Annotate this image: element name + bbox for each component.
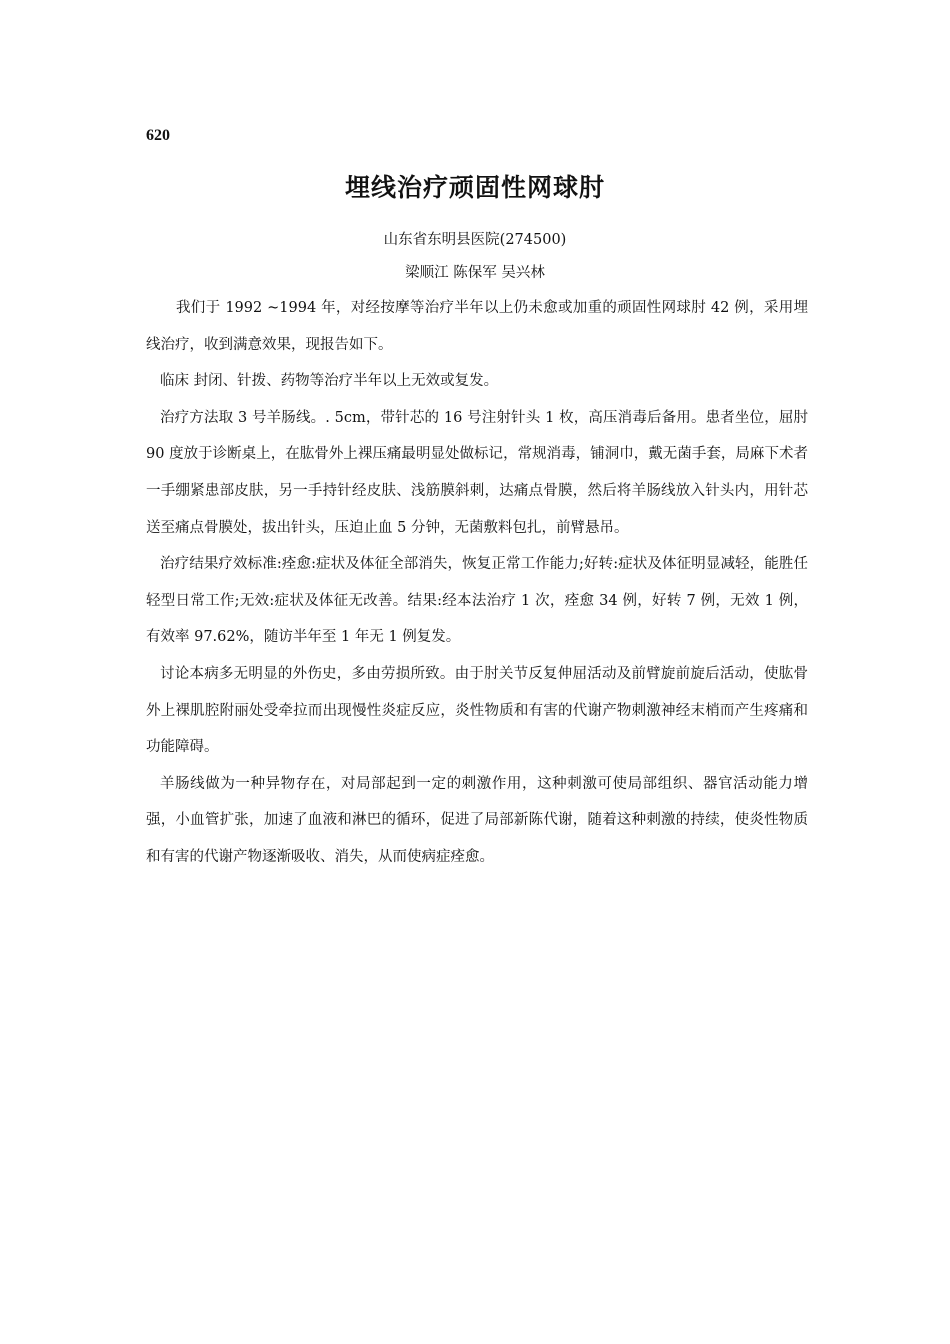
page-number: 620 (146, 127, 170, 144)
paragraph-introduction: 我们于 1992 ~1994 年，对经按摩等治疗半年以上仍未愈或加重的顽固性网球肘 42 例，采用埋线治疗，收到满意效果，现报告如下。 (146, 300, 808, 353)
article-title: 埋线治疗顽固性网球肘 (344, 173, 605, 202)
paragraph-treatment-method: 治疗方法取 3 号羊肠线。. 5cm，带针芯的 16 号注射针头 1 枚，高压消毒后备用。患者坐位，屈肘 90 度放于诊断桌上，在肱骨外上裸压痛最明显处做标记，常规消毒，铺洞巾，戴无菌手套，局麻下术者一手绷紧患部皮肤，另一手持针经皮肤、浅筋膜斜刺，达痛点骨膜，然后将羊肠线放入针头内，用针芯送至痛点骨膜处，拔出针头，压迫止血 5 分钟，无菌敷料包扎，前臂悬吊。 (146, 409, 808, 536)
article-body (146, 290, 808, 876)
author-names: 梁顺江 陈保军 吴兴林 (405, 265, 545, 281)
paragraph-discussion: 讨论本病多无明显的外伤史，多由劳损所致。由于肘关节反复伸屈活动及前臂旋前旋后活动，使肱骨外上裸肌腔附丽处受牵拉而出现慢性炎症反应，炎性物质和有害的代谢产物刺激神经末梢而产生疼痛和功能障碍。 (146, 665, 808, 756)
paragraph-clinical: 临床 封闭、针拨、药物等治疗半年以上无效或复发。 (160, 373, 499, 390)
paragraph-treatment-results: 治疗结果疗效标准:痊愈:症状及体征全部消失，恢复正常工作能力;好转:症状及体征明显减轻，能胜任轻型日常工作;无效:症状及体征无改善。结果:经本法治疗 1 次，痊愈 34 例，好转 7 例，无效 1 例，有效率 97.62%，随访半年至 1 年无 1 例复发。 (146, 556, 808, 646)
author-affiliation: 山东省东明县医院(274500) (383, 232, 567, 248)
paragraph-mechanism: 羊肠线做为一种异物存在，对局部起到一定的刺激作用，这种刺激可使局部组织、器官活动能力增强，小血管扩张，加速了血液和淋巴的循环，促进了局部新陈代谢，随着这种刺激的持续，使炎性物质和有害的代谢产物逐渐吸收、消失，从而使病症痊愈。 (146, 775, 808, 865)
